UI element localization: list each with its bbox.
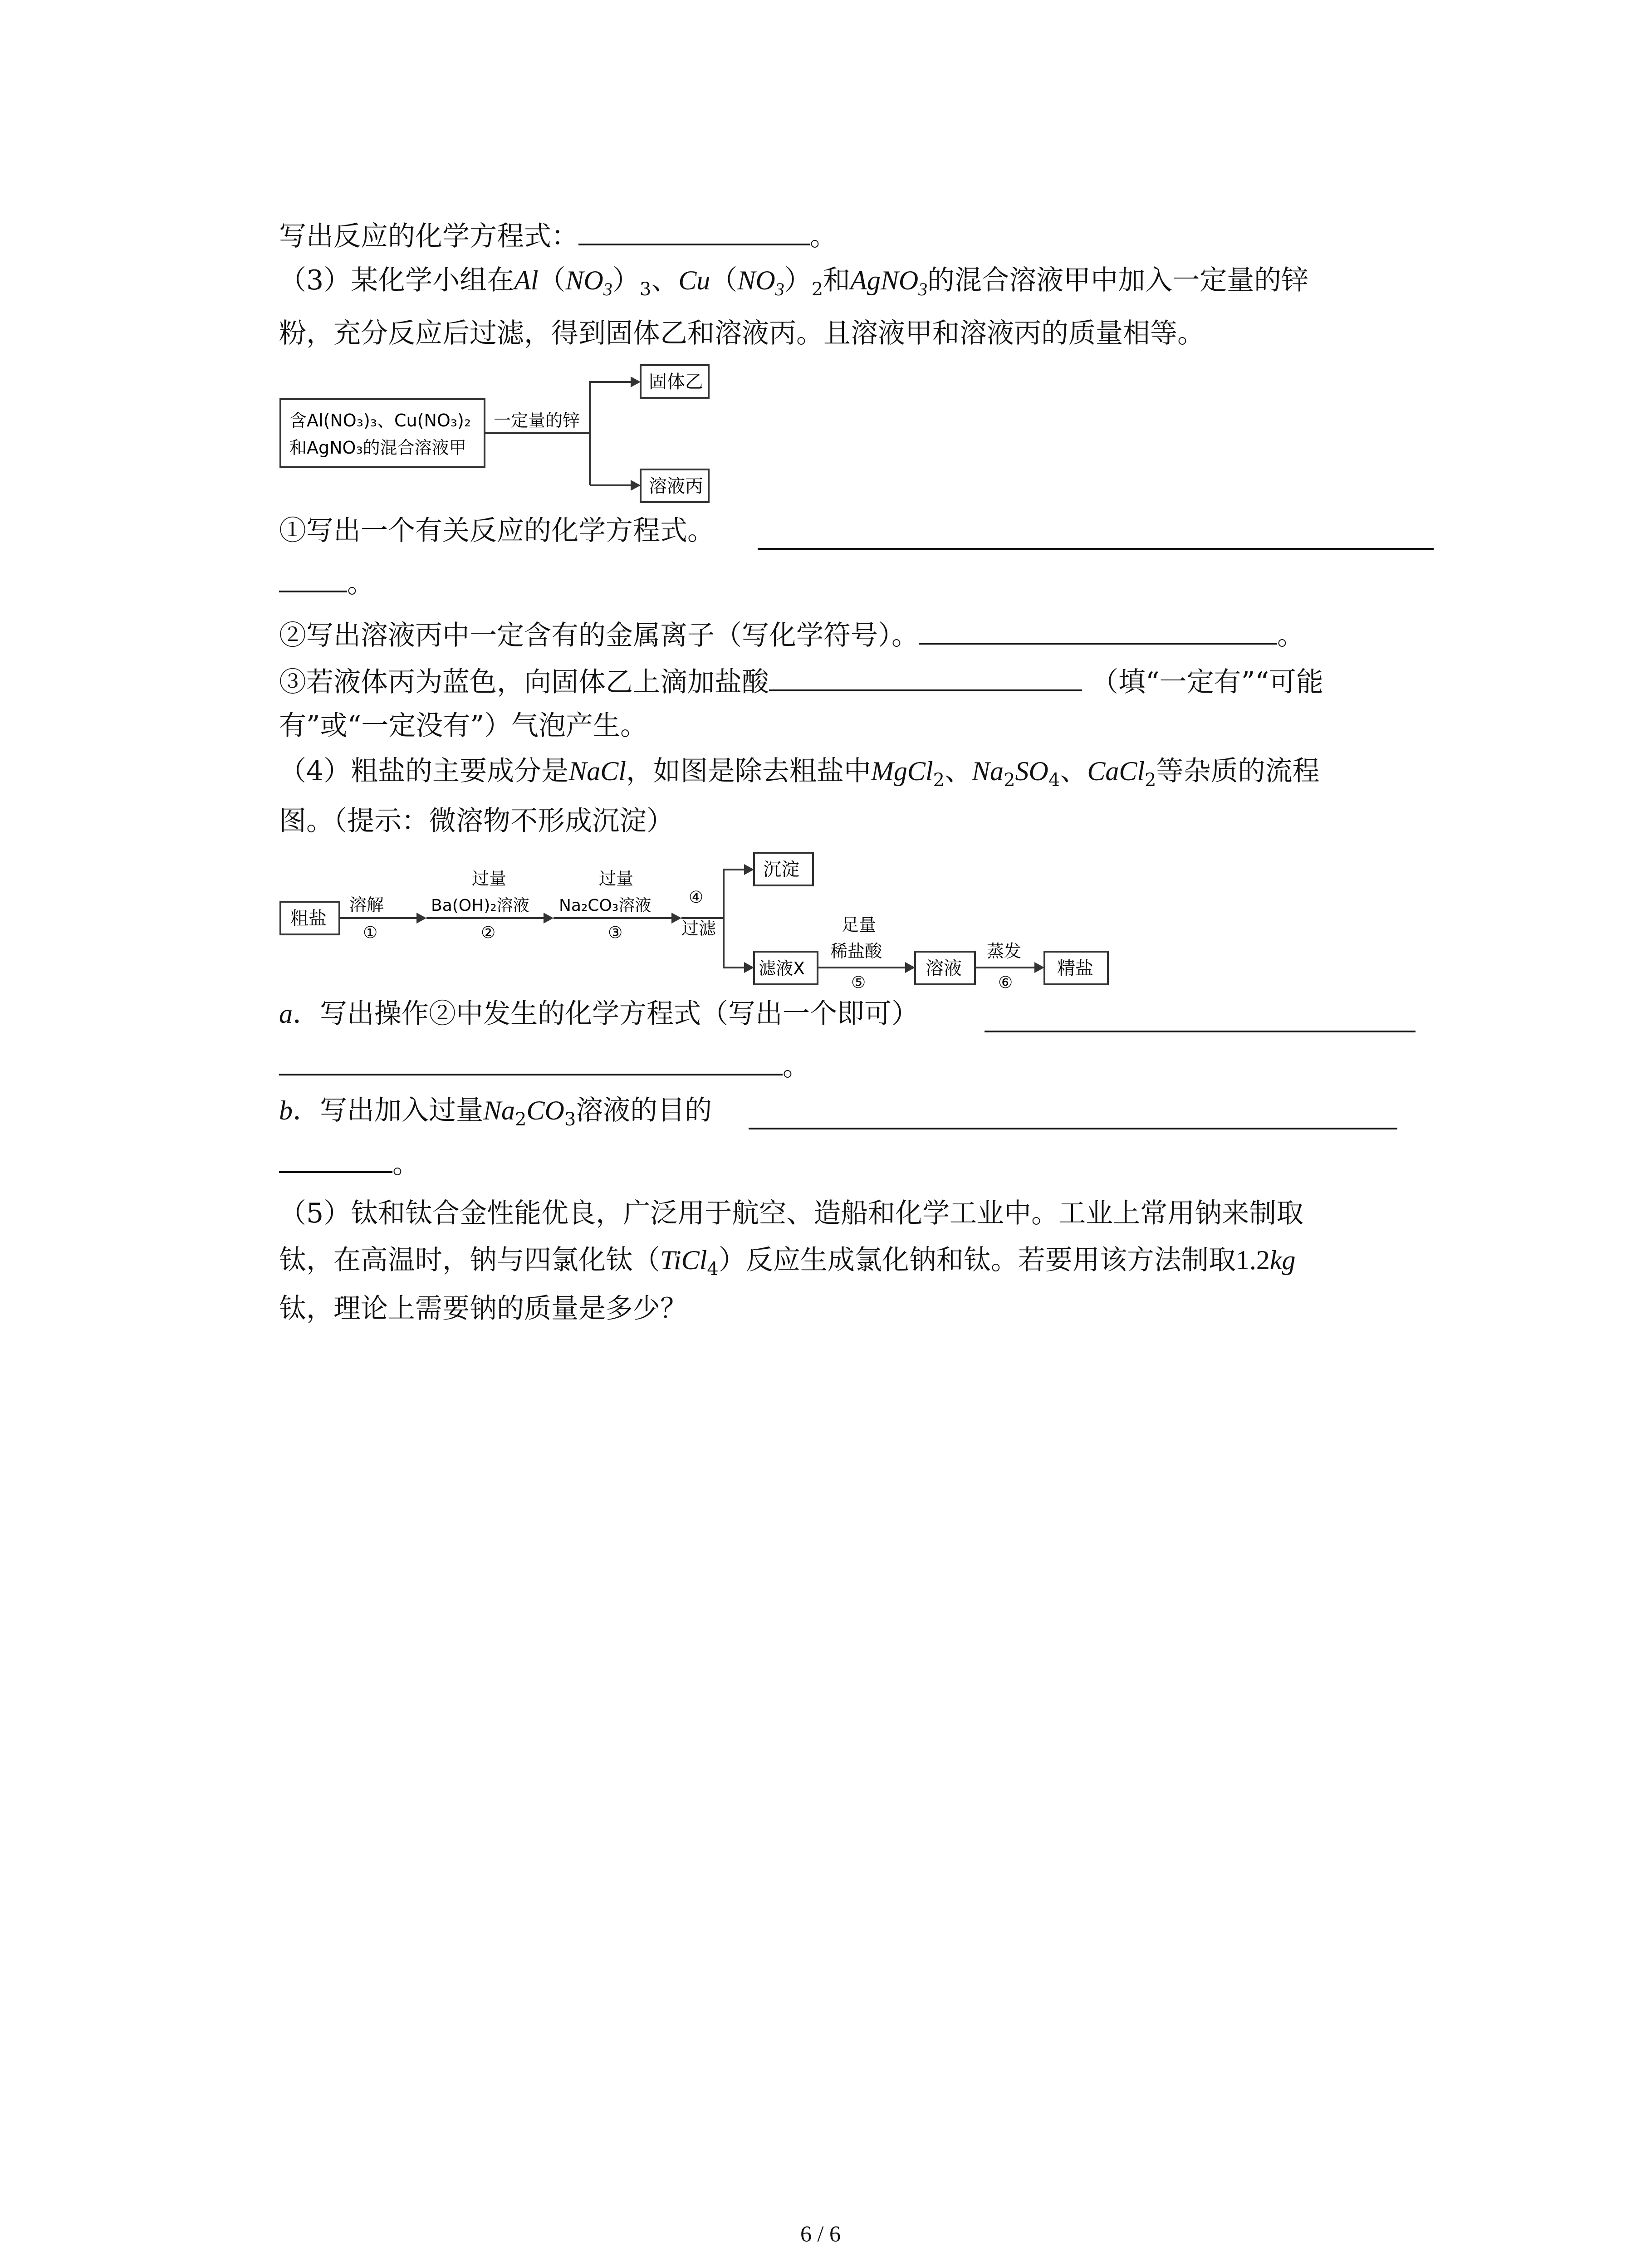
question-4a-cont: 。 (279, 1046, 810, 1085)
question-4a: a．写出操作②中发生的化学方程式（写出一个即可） (279, 998, 919, 1030)
precipitate-label: 沉淀 (763, 859, 799, 880)
arrow-head (416, 913, 426, 924)
question-5-line-3: 钛，理论上需要钠的质量是多少？ (279, 1293, 687, 1325)
crude-salt-flowchart (272, 844, 1125, 993)
answer-blank[interactable] (919, 615, 1277, 645)
step-1-num: ① (363, 924, 378, 942)
page-number: 6 / 6 (800, 2221, 841, 2246)
question-4b-cont: 。 (279, 1143, 420, 1182)
step-3-top: 过量 (599, 869, 634, 889)
step-2-num: ② (481, 924, 496, 942)
question-3-intro: （3）某化学小组在$Al(NO_3)_3$、$Cu(NO_3)_2$和AgNO$_3$的混合溶液甲中加入一定量的锌 (279, 264, 1309, 300)
arrow-head (744, 962, 754, 973)
start-line-2: 和AgNO₃的混合溶液甲 (289, 438, 466, 458)
answer-blank[interactable] (279, 1143, 392, 1173)
step-2-top: 过量 (472, 869, 507, 889)
step-6-label: 蒸发 (987, 941, 1022, 961)
question-3-3-cont: 有”或“一定没有”）气泡产生。 (279, 710, 648, 742)
step-1-label: 溶解 (349, 895, 384, 915)
step-6-num: ⑥ (998, 973, 1013, 992)
question-5-line-1: （5）钛和钛合金性能优良，广泛用于航空、造船和化学工业中。工业上常用钠来制取 (279, 1198, 1304, 1229)
question-3-intro-cont: 粉，充分反应后过滤，得到固体乙和溶液丙。且溶液甲和溶液丙的质量相等。 (279, 318, 1205, 349)
question-line-equation: 写出反应的化学方程式： 。 (279, 215, 837, 254)
arrow-head (1034, 962, 1044, 973)
arrow-head (744, 864, 754, 875)
solid-label: 固体乙 (649, 371, 703, 392)
arrow-head (905, 962, 915, 973)
question-3-3: ③若液体丙为蓝色，向固体乙上滴加盐酸 （填“一定有”“可能 (279, 661, 1323, 700)
answer-blank[interactable] (749, 1128, 1397, 1129)
arrow-head (631, 480, 641, 491)
step-5-num: ⑤ (851, 973, 866, 992)
arrow-label-zinc: 一定量的锌 (494, 411, 580, 430)
step-5-label: 稀盐酸 (830, 941, 882, 961)
step-3-label: Na₂CO₃溶液 (559, 896, 652, 915)
question-3-1-cont: 。 (279, 562, 374, 601)
start-line-1: 含Al(NO₃)₃、Cu(NO₃)₂ (289, 411, 471, 430)
question-4-intro: （4）粗盐的主要成分是NaCl，如图是除去粗盐中MgCl$_2$、$Na_2SO_4$、CaCl$_2$等杂质的流程 (279, 755, 1320, 791)
step-3-num: ③ (608, 924, 623, 942)
arrow-head (671, 913, 681, 924)
question-3-1: ①写出一个有关反应的化学方程式。 (279, 515, 715, 547)
step-2-label: Ba(OH)₂溶液 (431, 896, 529, 915)
arrow-head (544, 913, 554, 924)
solution-label: 溶液 (926, 958, 962, 979)
refined-salt-label: 精盐 (1057, 958, 1093, 979)
answer-blank[interactable] (279, 1046, 783, 1075)
step-5-top: 足量 (842, 915, 877, 935)
answer-blank[interactable] (769, 661, 1082, 691)
answer-blank[interactable] (279, 562, 347, 592)
question-5-line-2: 钛，在高温时，钠与四氯化钛（TiCl$_4$）反应生成氯化钠和钛。若要用该方法制取1.2kg (279, 1244, 1296, 1280)
filtrate-label: 滤液X (759, 958, 805, 978)
answer-blank[interactable] (758, 548, 1434, 550)
step-4-label: 过滤 (681, 919, 716, 938)
solution-label: 溶液丙 (649, 476, 703, 497)
arrow-head (631, 376, 641, 387)
zinc-reaction-diagram (272, 363, 726, 513)
answer-blank[interactable] (578, 215, 810, 245)
answer-blank[interactable] (985, 1031, 1416, 1032)
question-4b: b．写出加入过量$Na_2CO_3$溶液的目的 (279, 1095, 712, 1130)
question-4-intro-cont: 图。（提示：微溶物不形成沉淀） (279, 805, 674, 837)
question-3-2: ②写出溶液丙中一定含有的金属离子（写化学符号）。 。 (279, 615, 1304, 654)
crude-salt-label: 粗盐 (290, 908, 327, 929)
step-4-num: ④ (689, 888, 704, 907)
